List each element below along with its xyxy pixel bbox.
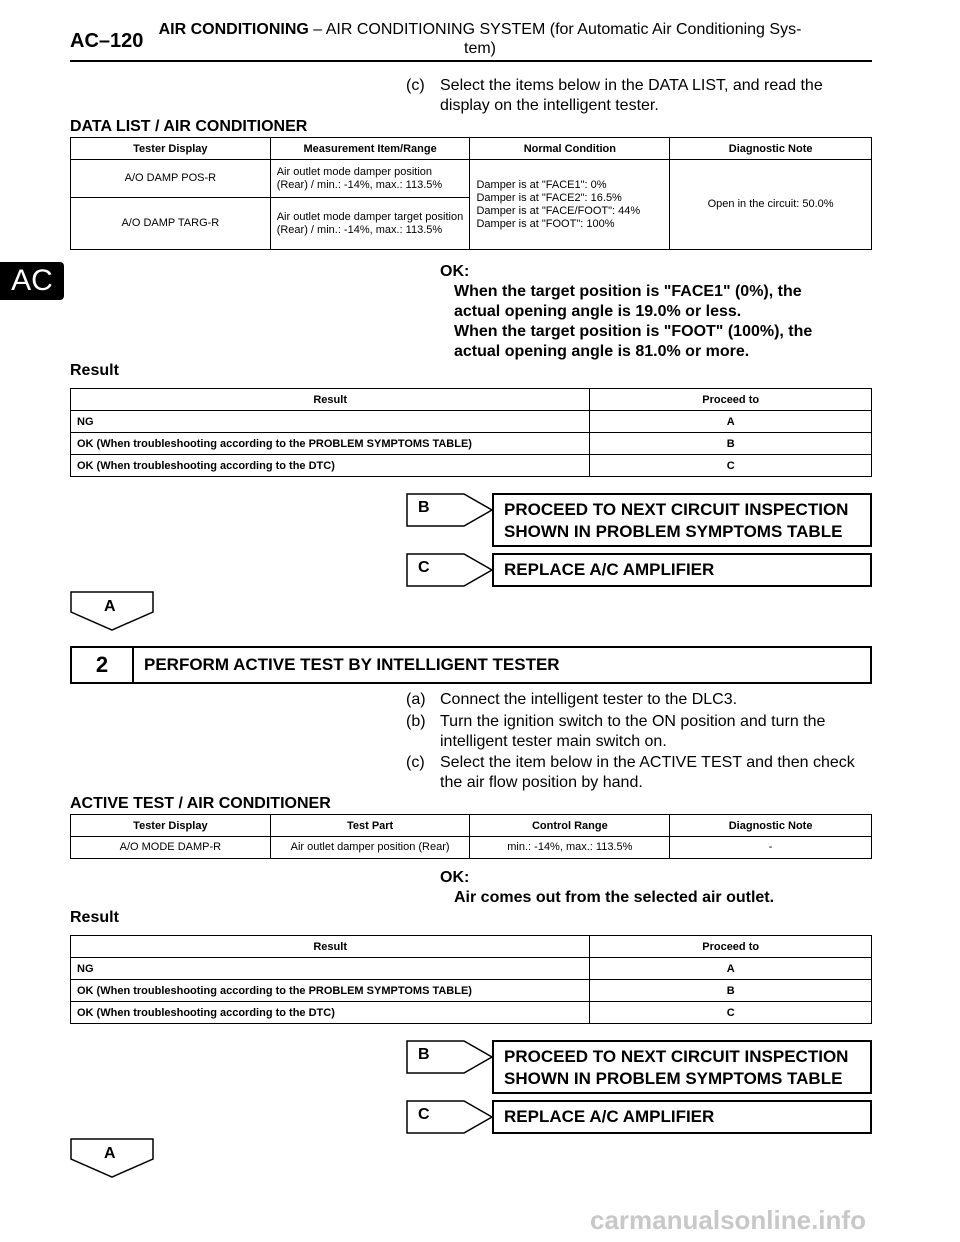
table-row <box>71 433 872 455</box>
section-side-tab: AC <box>0 262 64 300</box>
ok-line: When the target position is "FACE1" (0%), the <box>454 283 802 300</box>
tester-display-cell: A/O MODE DAMP-R <box>71 837 271 859</box>
table-row <box>71 160 872 198</box>
ok-condition: Air comes out from the selected air outlet. <box>454 889 775 906</box>
active-test-table <box>70 814 872 859</box>
table-header-row <box>71 815 872 837</box>
table-row <box>71 411 872 433</box>
result-cell: NG <box>71 411 590 433</box>
branch-b-label: B <box>418 499 430 516</box>
branch-c-label: C <box>418 1106 430 1123</box>
tester-display-cell: A/O DAMP TARG-R <box>71 198 271 250</box>
test-part-cell: Air outlet damper position (Rear) <box>270 837 470 859</box>
step-c <box>406 76 876 120</box>
step-text: Turn the ignition switch to the ON position and turn the intelligent tester main switch on. <box>440 713 826 750</box>
step-label: (c) <box>406 754 425 771</box>
ok-label: OK: <box>440 263 470 280</box>
result-heading: Result <box>70 362 119 379</box>
table-header-row <box>71 389 872 411</box>
column-header: Test Part <box>270 815 470 837</box>
step-c <box>406 753 876 793</box>
diagnostic-note-cell: - <box>670 837 872 859</box>
active-test-heading: ACTIVE TEST / AIR CONDITIONER <box>70 795 331 812</box>
table-row <box>71 455 872 477</box>
step-label: (c) <box>406 77 425 94</box>
table-row <box>71 1002 872 1024</box>
page-header-title <box>150 20 810 58</box>
normal-condition-cell <box>470 160 670 250</box>
diagnostic-note-cell: Open in the circuit: 50.0% <box>670 160 872 250</box>
action-line: PROCEED TO NEXT CIRCUIT INSPECTION <box>504 1047 849 1066</box>
branch-b-action-box[interactable] <box>492 493 872 547</box>
column-header: Diagnostic Note <box>670 815 872 837</box>
measurement-item-cell: Air outlet mode damper target position (Rear) / min.: -14%, max.: 113.5% <box>270 198 470 250</box>
step-b <box>406 712 876 752</box>
action-line: REPLACE A/C AMPLIFIER <box>504 1107 715 1126</box>
branch-c-label: C <box>418 559 430 576</box>
step-a <box>406 690 876 710</box>
watermark: carmanualsonline.info <box>590 1205 866 1235</box>
branch-b-action-box[interactable] <box>492 1040 872 1094</box>
column-header: Tester Display <box>71 815 271 837</box>
normal-condition-line: Damper is at "FACE/FOOT": 44% <box>476 204 641 217</box>
step-2-box <box>70 646 872 684</box>
proceed-cell: C <box>590 1002 872 1024</box>
branch-b-label: B <box>418 1046 430 1063</box>
ok-line: actual opening angle is 81.0% or more. <box>454 343 750 360</box>
column-header: Normal Condition <box>470 138 670 160</box>
control-range-cell: min.: -14%, max.: 113.5% <box>470 837 670 859</box>
proceed-cell: A <box>590 411 872 433</box>
column-header: Proceed to <box>590 389 872 411</box>
result-cell: OK (When troubleshooting according to the PROBLEM SYMPTOMS TABLE) <box>71 980 590 1002</box>
ok-label: OK: <box>440 869 470 886</box>
result-heading: Result <box>70 909 119 926</box>
column-header: Result <box>71 389 590 411</box>
proceed-cell: A <box>590 958 872 980</box>
measurement-item-cell: Air outlet mode damper position (Rear) / min.: -14%, max.: 113.5% <box>270 160 470 198</box>
table-header-row <box>71 936 872 958</box>
step-text: Connect the intelligent tester to the DLC3. <box>440 691 738 708</box>
column-header: Control Range <box>470 815 670 837</box>
result-table <box>70 388 872 477</box>
branch-a-label: A <box>104 598 116 615</box>
step-number: 2 <box>72 648 134 682</box>
ok-line: actual opening angle is 19.0% or less. <box>454 303 742 320</box>
branch-a-label: A <box>104 1145 116 1162</box>
result-cell: OK (When troubleshooting according to the DTC) <box>71 1002 590 1024</box>
table-header-row <box>71 138 872 160</box>
branch-c-action-box[interactable] <box>492 1100 872 1134</box>
normal-condition-line: Damper is at "FACE2": 16.5% <box>476 191 622 204</box>
column-header: Measurement Item/Range <box>270 138 470 160</box>
column-header: Proceed to <box>590 936 872 958</box>
tester-display-cell: A/O DAMP POS-R <box>71 160 271 198</box>
result-cell: NG <box>71 958 590 980</box>
proceed-cell: C <box>590 455 872 477</box>
result-table <box>70 935 872 1024</box>
column-header: Diagnostic Note <box>670 138 872 160</box>
ok-line: When the target position is "FOOT" (100%), the <box>454 323 813 340</box>
result-cell: OK (When troubleshooting according to the PROBLEM SYMPTOMS TABLE) <box>71 433 590 455</box>
normal-condition-line: Damper is at "FOOT": 100% <box>476 217 615 230</box>
table-row <box>71 837 872 859</box>
header-title-rest: – AIR CONDITIONING SYSTEM (for Automatic Air Conditioning Sys-tem) <box>308 21 802 57</box>
table-row <box>71 958 872 980</box>
action-line: SHOWN IN PROBLEM SYMPTOMS TABLE <box>504 1069 843 1088</box>
branch-c-action-box[interactable] <box>492 553 872 587</box>
data-list-heading: DATA LIST / AIR CONDITIONER <box>70 118 308 135</box>
header-rule <box>70 60 872 62</box>
table-row <box>71 980 872 1002</box>
proceed-cell: B <box>590 433 872 455</box>
step-text: Select the item below in the ACTIVE TEST and then check the air flow position by hand. <box>440 754 855 791</box>
normal-condition-line: Damper is at "FACE1": 0% <box>476 178 607 191</box>
column-header: Tester Display <box>71 138 271 160</box>
step-text: Select the items below in the DATA LIST, and read the display on the intelligent tester. <box>440 77 823 114</box>
data-list-table <box>70 137 872 250</box>
step-label: (a) <box>406 691 426 708</box>
action-line: REPLACE A/C AMPLIFIER <box>504 560 715 579</box>
result-cell: OK (When troubleshooting according to the DTC) <box>71 455 590 477</box>
proceed-cell: B <box>590 980 872 1002</box>
header-title-bold: AIR CONDITIONING <box>158 21 309 38</box>
step-label: (b) <box>406 713 426 730</box>
page-number: AC–120 <box>70 30 144 52</box>
action-line: PROCEED TO NEXT CIRCUIT INSPECTION <box>504 500 849 519</box>
ok-condition <box>454 282 874 362</box>
action-line: SHOWN IN PROBLEM SYMPTOMS TABLE <box>504 522 843 541</box>
step-title: PERFORM ACTIVE TEST BY INTELLIGENT TESTER <box>144 655 560 674</box>
column-header: Result <box>71 936 590 958</box>
